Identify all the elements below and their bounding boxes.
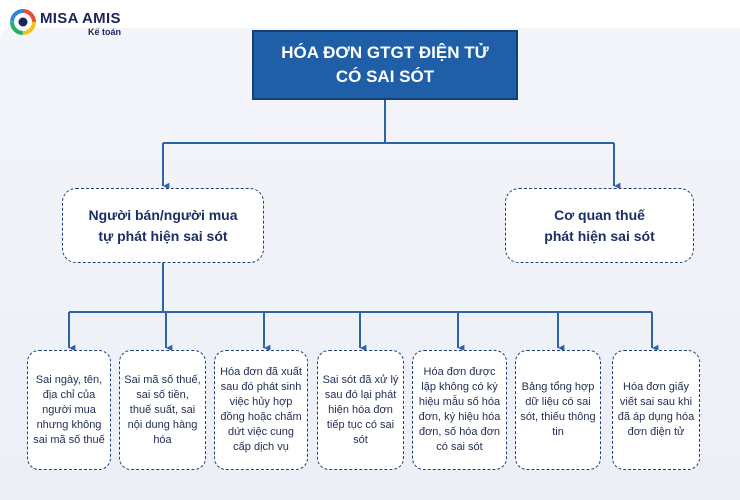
leaf-node-1	[27, 350, 111, 470]
brand-logo	[10, 8, 140, 42]
root-node	[252, 30, 518, 100]
leaf-node-5-text: Hóa đơn được lập không có ký hiệu mẫu số hóa đơn, ký hiệu hóa đơn, số hóa đơn có sai sót	[418, 366, 501, 453]
leaf-node-6	[515, 350, 601, 470]
leaf-node-4	[317, 350, 404, 470]
leaf-node-6-text: Bảng tổng hợp dữ liệu có sai sót, thiếu thông tin	[520, 381, 596, 438]
leaf-node-7-text: Hóa đơn giấy viết sai sau khi đã áp dụng hóa đơn điện tử	[617, 381, 695, 438]
root-title-line-1: HÓA ĐƠN GTGT ĐIỆN TỬ	[281, 43, 489, 62]
branch-2-line-2: phát hiện sai sót	[544, 227, 655, 244]
brand-name: MISA AMIS	[40, 10, 121, 27]
branch-1-line-2: tự phát hiện sai sót	[98, 227, 228, 244]
leaf-node-2-text: Sai mã số thuế, sai số tiền, thuế suất, sai nội dung hàng hóa	[124, 373, 201, 446]
branch-1-line-1: Người bán/người mua	[88, 206, 238, 223]
branch-node-tax-authority	[505, 188, 694, 263]
brand-subtitle: Kế toán	[88, 27, 122, 37]
branch-node-seller-buyer	[62, 188, 264, 263]
branch-2-line-1: Cơ quan thuế	[554, 206, 645, 223]
leaf-node-5	[412, 350, 507, 470]
misa-logo-icon	[10, 9, 36, 35]
leaf-node-3-text: Hóa đơn đã xuất sau đó phát sinh việc hủy hợp đồng hoặc chấm dứt việc cung cấp dịch vụ	[220, 366, 302, 453]
root-title-line-2: CÓ SAI SÓT	[335, 67, 435, 86]
leaf-node-1-text: Sai ngày, tên, địa chỉ của người mua nhưng không sai mã số thuế	[33, 373, 105, 446]
leaf-node-3	[214, 350, 308, 470]
leaf-node-7	[612, 350, 700, 470]
leaf-node-2	[119, 350, 206, 470]
leaf-node-4-text: Sai sót đã xử lý sau đó lại phát hiện hóa đơn tiếp tục có sai sót	[322, 373, 399, 446]
